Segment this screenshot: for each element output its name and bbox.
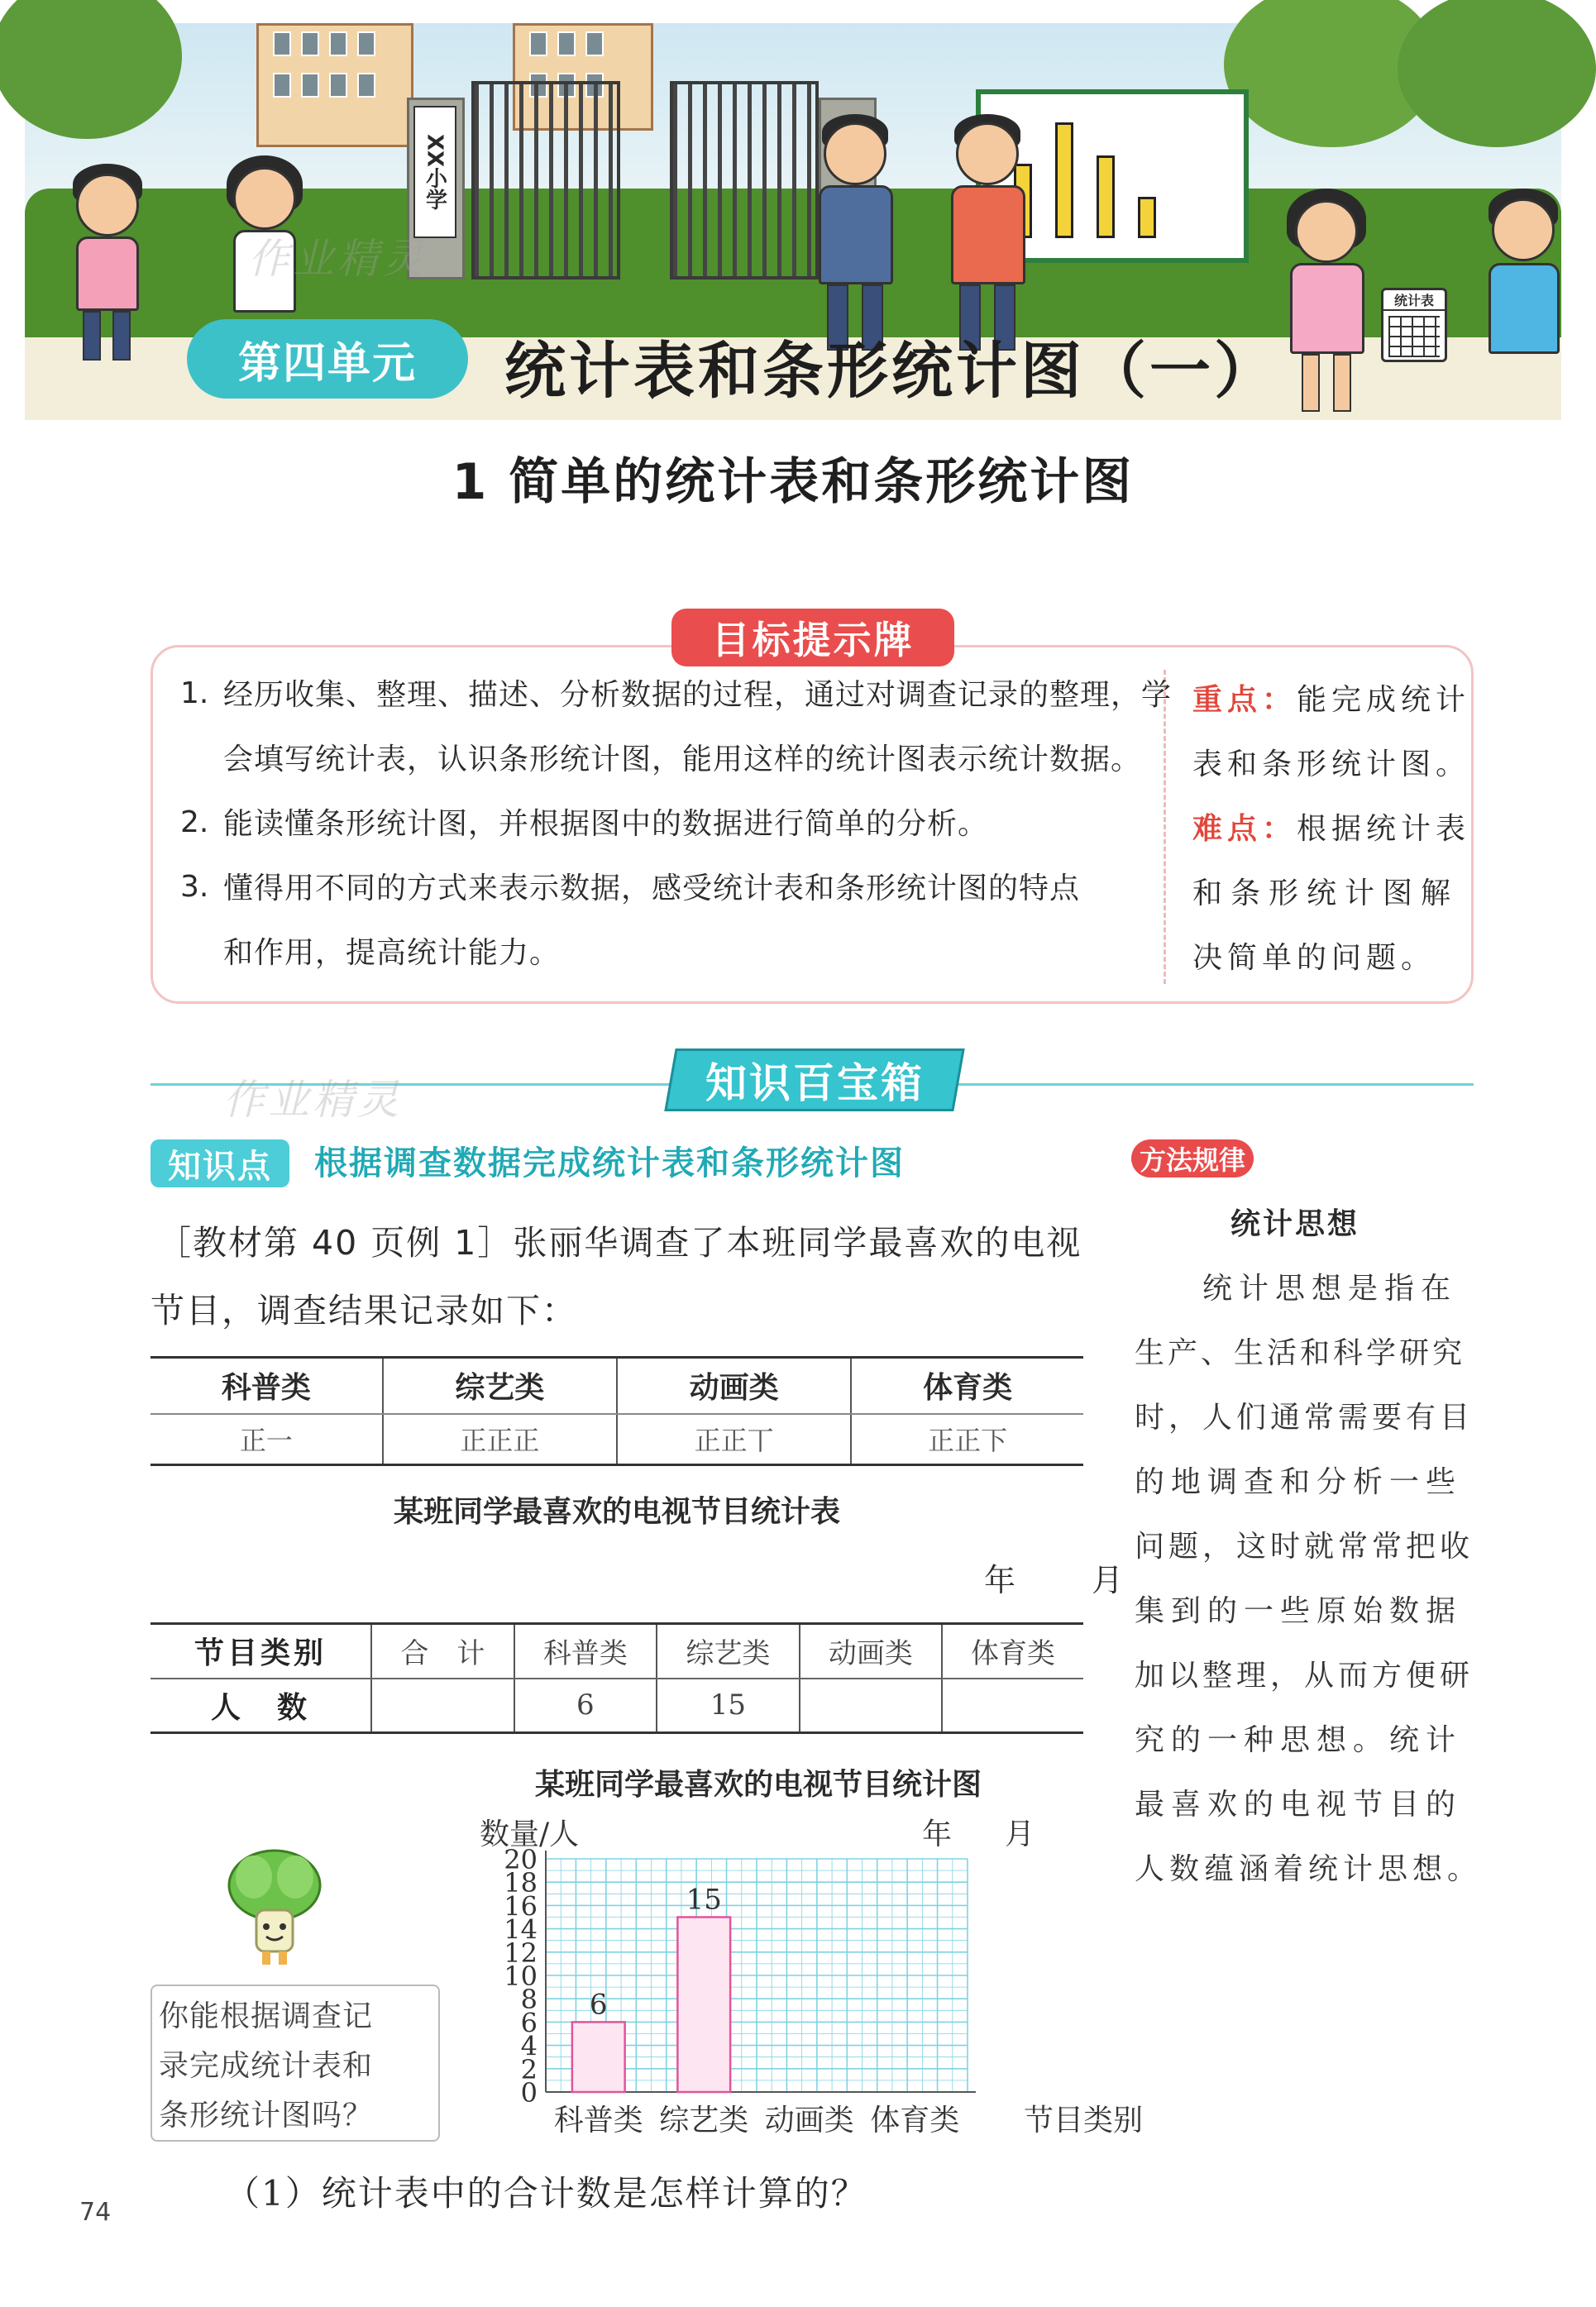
stat-header: 科普类: [514, 1624, 657, 1679]
boy-left-illustration: [58, 164, 157, 370]
y-tick-label: 14: [504, 1913, 538, 1946]
tally-marks: 正正下: [851, 1414, 1083, 1465]
tally-header: 综艺类: [383, 1358, 617, 1414]
stat-header: 合 计: [371, 1624, 514, 1679]
key-point-cont: 表和条形统计图。: [1192, 748, 1471, 781]
y-tick-label: 20: [504, 1844, 538, 1875]
key-point: 重点：能完成统计: [1192, 682, 1471, 717]
stat-row-label: 人 数: [211, 1690, 311, 1725]
chart-date-label: 年 月: [922, 1817, 1047, 1851]
stat-cell[interactable]: [800, 1679, 943, 1733]
x-tick-label: 动画类: [764, 2104, 854, 2137]
goal-number: 3.: [180, 870, 209, 904]
y-tick-label: 8: [520, 1984, 538, 2016]
speech-line: 条形统计图吗？: [159, 2099, 374, 2133]
x-tick-label: 科普类: [553, 2104, 643, 2137]
tally-marks: 正正正: [383, 1414, 617, 1465]
tally-record-table: [151, 1356, 1083, 1466]
method-line: 统计思想是指在: [1202, 1272, 1458, 1306]
stat-table-card: 统计表: [1381, 288, 1447, 362]
goal-line: 和作用，提高统计能力。: [223, 936, 561, 970]
x-axis-label: 节目类别: [1023, 2104, 1144, 2137]
x-tick-label: 体育类: [870, 2104, 960, 2137]
goal-number: 1.: [180, 676, 209, 710]
y-tick-label: 18: [504, 1867, 538, 1899]
method-badge: 方法规律: [1131, 1139, 1254, 1177]
stat-header: 综艺类: [657, 1624, 800, 1679]
y-tick-label: 0: [520, 2077, 538, 2109]
y-tick-label: 16: [504, 1890, 538, 1922]
watermark: 作业精灵: [248, 235, 427, 283]
method-line: 究的一种思想。统计: [1135, 1723, 1463, 1757]
stat-header: 动画类: [800, 1624, 943, 1679]
y-tick-label: 6: [520, 2007, 538, 2039]
goal-number: 2.: [180, 805, 209, 839]
bar-科普类: [572, 2022, 625, 2092]
y-tick-label: 4: [520, 2030, 538, 2062]
method-line: 问题，这时就常常把收: [1135, 1530, 1474, 1564]
goal-line: 会填写统计表，认识条形统计图，能用这样的统计图表示统计数据。: [223, 743, 1142, 776]
page-number: 74: [79, 2198, 112, 2227]
unit-banner-illustration: [25, 23, 1561, 420]
speech-line: 你能根据调查记: [159, 1999, 374, 2033]
goal-line: 经历收集、整理、描述、分析数据的过程，通过对调查记录的整理，学: [223, 678, 1173, 712]
tally-header: 动画类: [617, 1358, 851, 1414]
y-tick-label: 10: [504, 1961, 538, 1992]
tally-marks: 正正丅: [617, 1414, 851, 1465]
stat-cell[interactable]: 15: [657, 1679, 800, 1733]
example-intro-line1: ［教材第 40 页例 1］张丽华调查了本班同学最喜欢的电视: [157, 1223, 1082, 1263]
difficulty-point-cont: 决简单的问题。: [1192, 941, 1436, 975]
difficulty-point-cont: 和条形统计图解: [1192, 876, 1460, 910]
stat-table-caption: 某班同学最喜欢的电视节目统计表: [393, 1495, 840, 1529]
y-axis-label: 数量/人: [480, 1817, 580, 1851]
difficulty-point: 难点：根据统计表: [1192, 811, 1471, 846]
unit-title: 统计表和条形统计图（一）: [504, 336, 1278, 407]
example-intro-line2: 节目，调查结果记录如下：: [151, 1291, 577, 1330]
method-line: 最喜欢的电视节目的: [1135, 1788, 1463, 1822]
speech-line: 录完成统计表和: [159, 2049, 374, 2083]
knowledge-tab: 知识百宝箱: [664, 1048, 964, 1111]
tally-header: 科普类: [151, 1358, 383, 1414]
stat-cell[interactable]: [942, 1679, 1083, 1733]
method-line: 时，人们通常需要有目: [1135, 1401, 1474, 1435]
method-line: 人数蕴涵着统计思想。: [1135, 1852, 1483, 1886]
tally-marks: 正一: [239, 1425, 293, 1457]
unit-badge: 第四单元: [187, 319, 468, 399]
goals-tab: 目标提示牌: [671, 609, 954, 666]
bar-value-label: 6: [589, 1988, 608, 2022]
cabbage-mascot-icon: [217, 1844, 332, 1968]
method-line: 加以整理，从而方便研: [1135, 1659, 1474, 1693]
bar-综艺类: [677, 1918, 730, 2093]
stat-header: 体育类: [942, 1624, 1083, 1679]
method-line: 的地调查和分析一些: [1135, 1465, 1463, 1499]
stat-cell-total[interactable]: [371, 1679, 514, 1733]
tally-header: 体育类: [851, 1358, 1083, 1414]
chart-caption: 某班同学最喜欢的电视节目统计图: [534, 1768, 982, 1802]
section-title: 1 简单的统计表和条形统计图: [452, 453, 1135, 511]
method-title: 统计思想: [1230, 1207, 1360, 1241]
method-line: 生产、生活和科学研究: [1135, 1336, 1466, 1370]
knowledge-point-title: 根据调查数据完成统计表和条形统计图: [314, 1144, 905, 1182]
statistics-table: [151, 1622, 1083, 1734]
x-tick-label: 综艺类: [659, 2104, 749, 2137]
gate-sign: XX小学: [413, 106, 456, 238]
method-line: 集到的一些原始数据: [1135, 1594, 1463, 1628]
stat-table-date: 年 月: [984, 1562, 1157, 1598]
y-tick-label: 2: [520, 2053, 538, 2085]
stat-cell[interactable]: 6: [514, 1679, 657, 1733]
girl-right-illustration: [1273, 189, 1381, 420]
goal-line: 能读懂条形统计图，并根据图中的数据进行简单的分析。: [223, 807, 989, 841]
stat-header: 节目类别: [151, 1624, 371, 1679]
goal-line: 懂得用不同的方式来表示数据，感受统计表和条形统计图的特点: [223, 872, 1081, 905]
knowledge-point-badge: 知识点: [151, 1139, 289, 1187]
question-1: （1）统计表中的合计数是怎样计算的？: [225, 2173, 867, 2214]
watermark: 作业精灵: [223, 1076, 402, 1124]
y-tick-label: 12: [504, 1937, 538, 1969]
bar-value-label: 15: [686, 1883, 722, 1917]
bar-chart: [430, 1794, 1144, 2137]
boy-right-illustration: [1480, 189, 1571, 420]
